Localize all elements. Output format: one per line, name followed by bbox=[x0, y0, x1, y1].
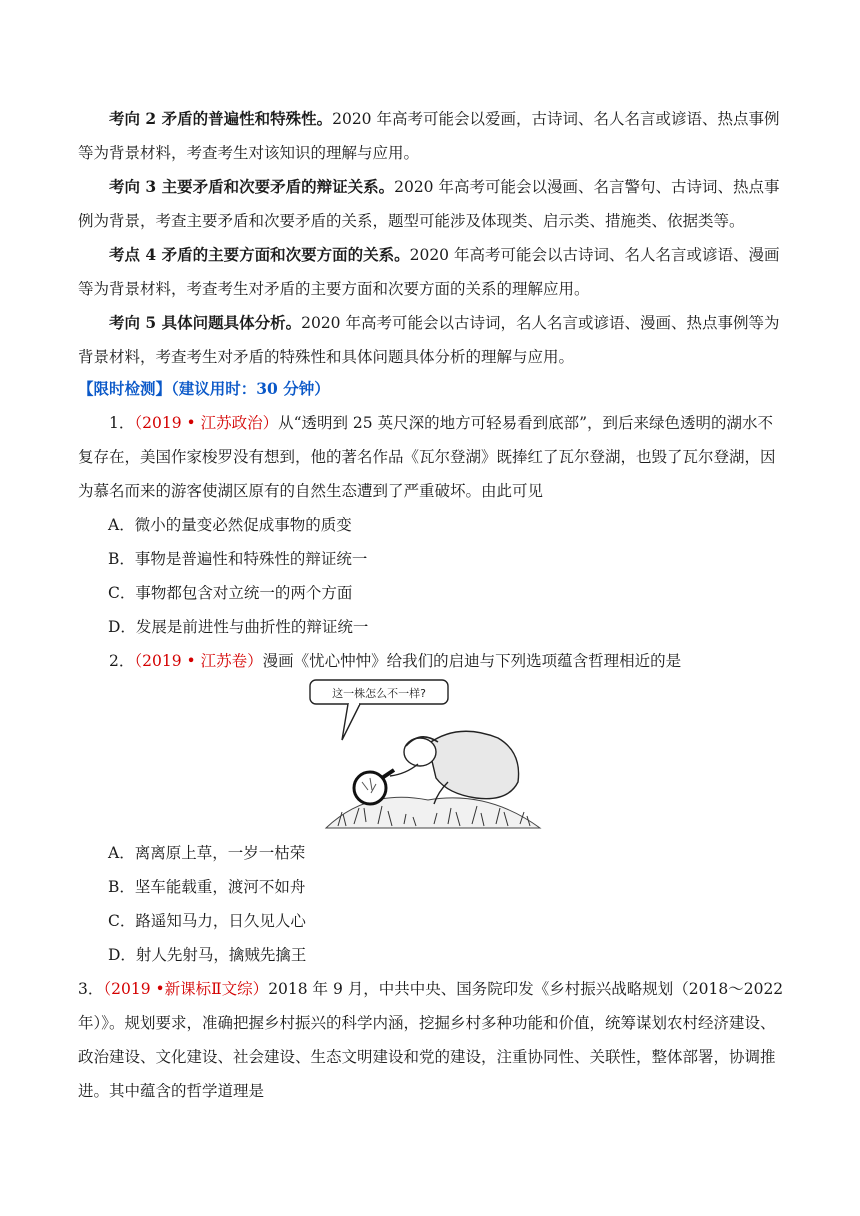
question-text: 2018 年 9 月，中共中央、国务院印发《乡村振兴战略规划（2018～2022 年）》。规划要求，准确把握乡村振兴的科学内涵，挖掘乡村多种功能和价值，统筹谋划农村经济建设、政治建设、文化建设、社会建设、生态文明建设和党的建设，注重协同性、关联性，整体部署，协调推进。其中蕴含的哲学道理是 bbox=[78, 980, 784, 1100]
question-2-option-d: D．射人先射马，擒贼先擒王 bbox=[108, 946, 307, 964]
paragraph-heading: 考向 2 矛盾的普遍性和特殊性。 bbox=[109, 109, 333, 128]
question-2-option-c: C．路遥知马力，日久见人心 bbox=[108, 912, 306, 930]
question-1-stem bbox=[78, 406, 788, 508]
grass-field bbox=[326, 797, 540, 828]
question-number: 2． bbox=[109, 652, 135, 670]
question-source: （2019 • 江苏卷） bbox=[134, 652, 263, 670]
paragraph-aspect-5 bbox=[78, 306, 788, 374]
paragraph-body: 2020 年高考可能会以漫画、名言警句、古诗词、热点事例为背景，考查主要矛盾和次要矛盾的关系，题型可能涉及体现类、启示类、措施类、依据类等。 bbox=[78, 178, 780, 230]
question-text: 漫画《忧心忡忡》给我们的启迪与下列选项蕴含哲理相近的是 bbox=[262, 652, 682, 670]
question-2-option-b: B．坚车能载重，渡河不如舟 bbox=[108, 878, 306, 896]
question-2-stem bbox=[78, 644, 788, 678]
person-arm bbox=[390, 764, 418, 776]
paragraph-body: 2020 年高考可能会以古诗词，名人名言或谚语、漫画、热点事例等为背景材料，考查考生对矛盾的特殊性和具体问题具体分析的理解与应用。 bbox=[78, 314, 780, 366]
paragraph-aspect-2 bbox=[78, 102, 788, 170]
question-1-option-b: B．事物是普遍性和特殊性的辩证统一 bbox=[108, 550, 368, 568]
magnifier-handle bbox=[382, 770, 394, 778]
paragraph-heading: 考向 3 主要矛盾和次要矛盾的辩证关系。 bbox=[109, 177, 395, 196]
question-3-stem bbox=[78, 972, 788, 1108]
paragraph-heading: 考点 4 矛盾的主要方面和次要方面的关系。 bbox=[109, 245, 410, 264]
question-2-option-a: A．离离原上草，一岁一枯荣 bbox=[108, 844, 306, 862]
question-source: （2019 •新课标Ⅱ文综） bbox=[103, 980, 269, 998]
question-source: （2019 • 江苏政治） bbox=[134, 414, 279, 432]
question-number: 1． bbox=[109, 414, 135, 432]
question-1-option-c: C．事物都包含对立统一的两个方面 bbox=[108, 584, 353, 602]
paragraph-aspect-3 bbox=[78, 170, 788, 238]
paragraph-body: 2020 年高考可能会以爱画，古诗词、名人名言或谚语、热点事例等为背景材料，考查考生对该知识的理解与应用。 bbox=[78, 110, 780, 162]
paragraph-body: 2020 年高考可能会以古诗词、名人名言或谚语、漫画等为背景材料，考查考生对矛盾的主要方面和次要方面的关系的理解应用。 bbox=[78, 246, 780, 298]
speech-bubble-tail bbox=[342, 704, 360, 740]
question-text: 从“透明到 25 英尺深的地方可轻易看到底部”，到后来绿色透明的湖水不复存在，美国作家梭罗没有想到，他的著名作品《瓦尔登湖》既捧红了瓦尔登湖，也毁了瓦尔登湖，因为慕名而来的游客使湖区原有的自然生态遭到了严重破坏。由此可见 bbox=[78, 414, 776, 500]
paragraph-aspect-4 bbox=[78, 238, 788, 306]
section-title: 【限时检测】（建议用时：30 分钟） bbox=[78, 379, 330, 398]
paragraph-heading: 考向 5 具体问题具体分析。 bbox=[109, 313, 302, 332]
question-number: 3． bbox=[78, 980, 104, 998]
question-1-option-d: D．发展是前进性与曲折性的辩证统一 bbox=[108, 618, 369, 636]
question-1-option-a: A．微小的量变必然促成事物的质变 bbox=[108, 516, 352, 534]
cartoon-illustration bbox=[308, 678, 546, 832]
speech-bubble-text: 这一株怎么不一样? bbox=[332, 687, 426, 700]
